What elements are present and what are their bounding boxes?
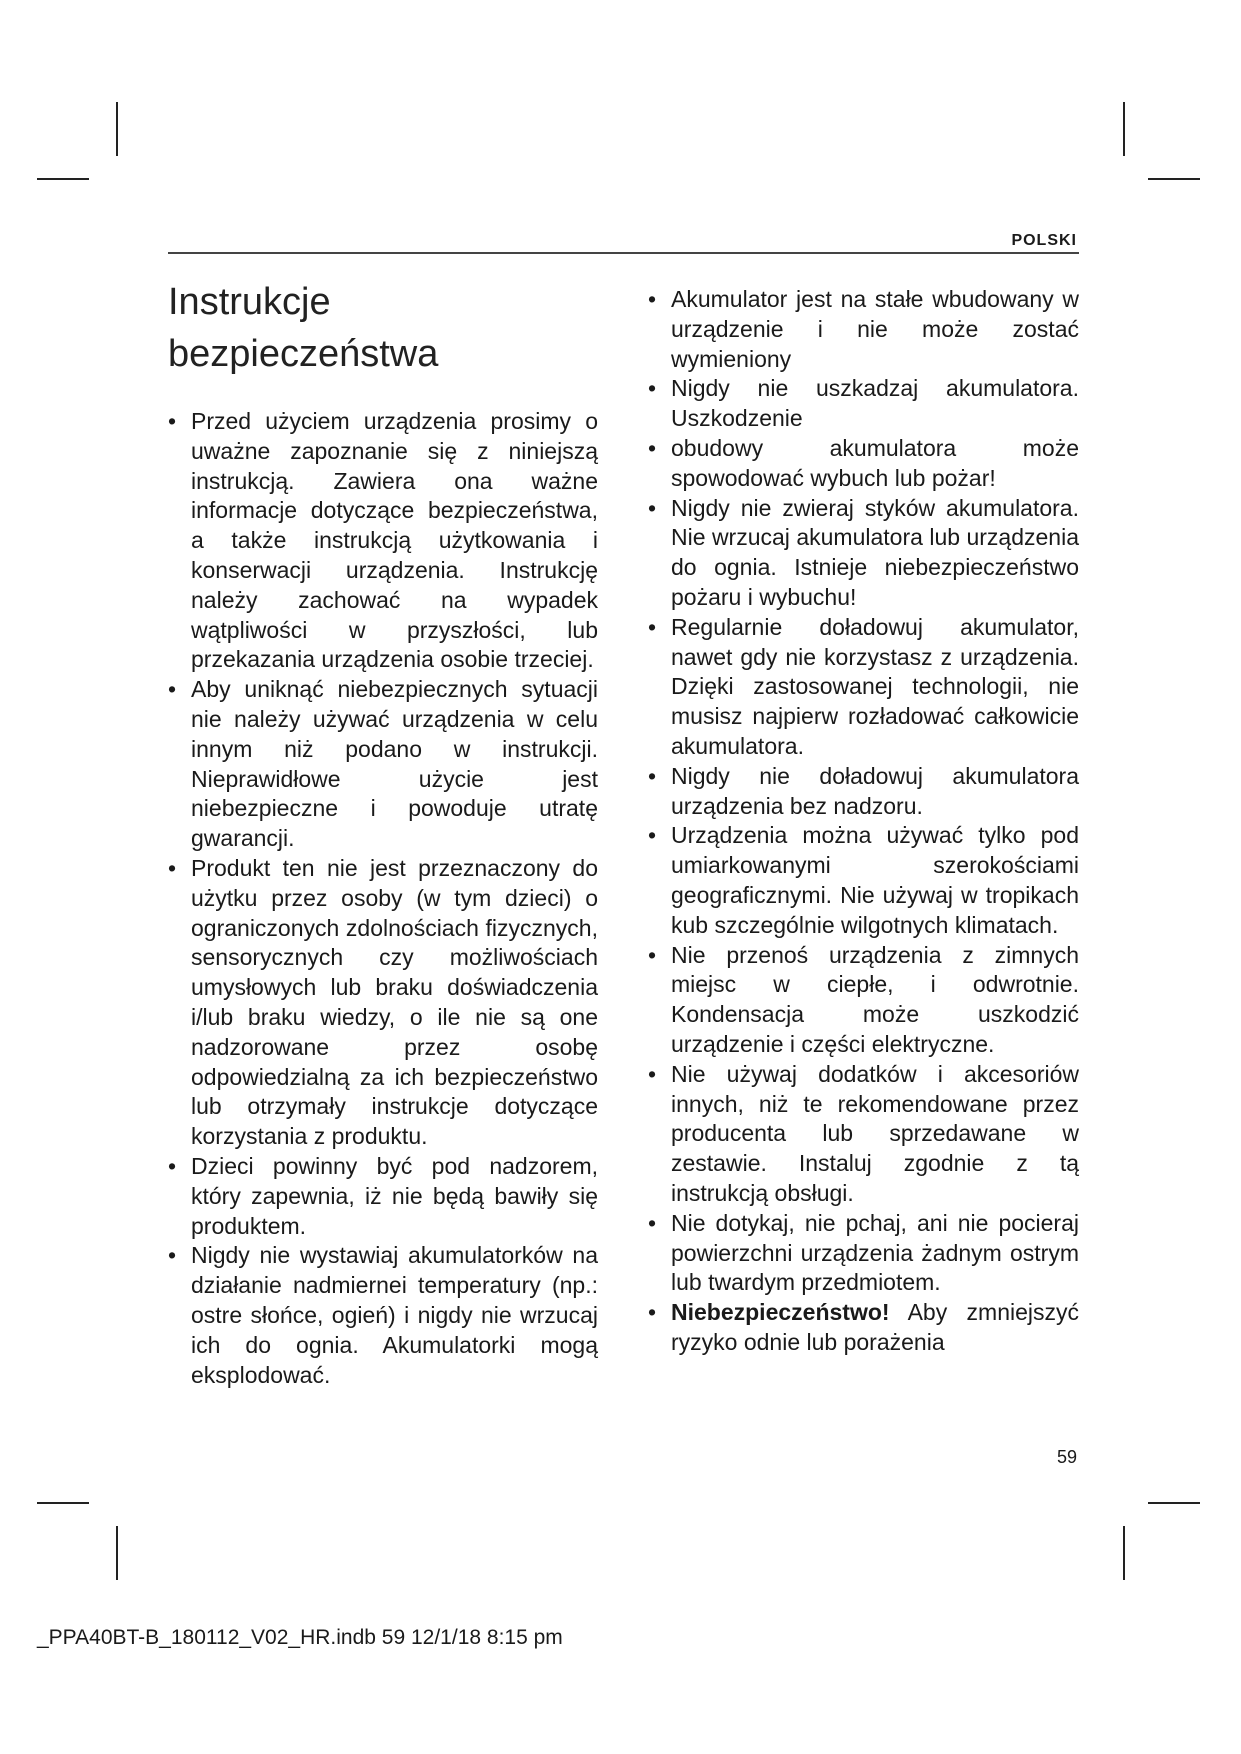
- list-item: [648, 434, 1079, 494]
- list-item-text: Nie przenoś urządzenia z zimnych miejsc w ciepłe, i odwrotnie. Kondensacja może uszkodzić urządzenie i części elektryczne.: [671, 941, 1079, 1057]
- bullet: •: [648, 494, 657, 521]
- bullet: •: [648, 1299, 657, 1326]
- list-item-text: Urządzenia można używać tylko pod umiarkowanymi szerokościami geograficznymi. Nie używaj w tropikach kub szczególnie wilgotnych klimatach.: [671, 822, 1079, 938]
- print-footer: _PPA40BT-B_180112_V02_HR.indb 59 12/1/18 8:15 pm: [37, 1626, 563, 1649]
- bullet: •: [168, 1242, 177, 1269]
- language-label: POLSKI: [1011, 232, 1077, 249]
- bullet: •: [168, 854, 177, 881]
- list-item: [168, 675, 598, 854]
- list-item: [648, 374, 1079, 434]
- list-item-text: Nigdy nie zwieraj styków akumulatora. Nie wrzucaj akumulatora lub urządzenia do ognia. Istnieje niebezpieczeństwo pożaru i wybuchu!: [671, 494, 1079, 610]
- list-item-warning: [648, 1298, 1079, 1358]
- page-number: 59: [1056, 1447, 1077, 1467]
- bullet: •: [168, 1152, 177, 1179]
- crop-mark: [1123, 1526, 1125, 1580]
- warning-text: Aby zmniejszyć ryzyko odnie lub porażenia: [671, 1299, 1079, 1355]
- bullet: •: [168, 676, 177, 703]
- crop-mark: [116, 102, 118, 156]
- bullet: •: [648, 822, 657, 849]
- list-item-text: Dzieci powinny być pod nadzorem, który zapewnia, iż nie będą bawiły się produktem.: [191, 1152, 598, 1239]
- list-item: [648, 494, 1079, 613]
- crop-mark: [1123, 102, 1125, 156]
- crop-mark: [1148, 178, 1200, 180]
- list-item-text: Akumulator jest na stałe wbudowany w urządzenie i nie może zostać wymieniony: [671, 286, 1079, 372]
- list-item: [648, 285, 1079, 374]
- title-line-2: bezpieczeństwa: [168, 333, 439, 375]
- list-item: [168, 854, 598, 1152]
- crop-mark: [1148, 1502, 1200, 1504]
- list-item: [168, 407, 598, 675]
- crop-mark: [116, 1526, 118, 1580]
- bullet: •: [648, 1060, 657, 1087]
- list-item: [168, 1152, 598, 1241]
- title-line-1: Instrukcje: [168, 281, 331, 323]
- warning-label: Niebezpieczeństwo!: [671, 1299, 890, 1326]
- bullet: •: [168, 408, 177, 434]
- list-item: [648, 613, 1079, 762]
- list-item: [648, 1060, 1079, 1209]
- right-column: [648, 285, 1079, 1358]
- bullet: •: [648, 286, 657, 312]
- crop-mark: [37, 1502, 89, 1504]
- list-item: [648, 1209, 1079, 1298]
- list-item: [168, 1241, 598, 1390]
- bullet: •: [648, 613, 657, 640]
- list-item-text: Aby uniknąć niebezpiecznych sytuacji nie należy używać urządzenia w celu innym niż podano w instrukcji. Nieprawidłowe użycie jest niebezpieczne i powoduje utratę gwarancji.: [191, 676, 598, 852]
- bullet: •: [648, 1209, 657, 1236]
- list-item-text: Nie dotykaj, nie pchaj, ani nie pocieraj powierzchni urządzenia żadnym ostrym lub twardym przedmiotem.: [671, 1209, 1079, 1296]
- list-item-text: Nigdy nie doładowuj akumulatora urządzenia bez nadzoru.: [671, 762, 1079, 819]
- bullet: •: [648, 762, 657, 789]
- list-item-text: Nigdy nie wystawiaj akumulatorków na działanie nadmiernei temperatury (np.: ostre słońce, ogień) i nigdy nie wrzucaj ich do ognia. Akumulatorki mogą eksplodować.: [191, 1242, 598, 1388]
- list-item-text: Nie używaj dodatków i akcesoriów innych, niż te rekomendowane przez producenta lub sprzedawane w zestawie. Instaluj zgodnie z tą instrukcją obsługi.: [671, 1060, 1079, 1206]
- list-item-text: Przed użyciem urządzenia prosimy o uważne zapoznanie się z niniejszą instrukcją. Zawiera ona ważne informacje dotyczące bezpieczeństwa, a także instrukcją użytkowania i konserwacji urządzenia. Instrukcję należy zachować na wypadek wątpliwości w przyszłości, lub przekazania urządzenia osobie trzeciej.: [191, 408, 598, 673]
- page-title: [168, 276, 438, 380]
- list-item-text: Nigdy nie uszkadzaj akumulatora. Uszkodzenie: [671, 375, 1079, 432]
- left-column: [168, 407, 598, 1390]
- list-item: [648, 821, 1079, 940]
- bullet: •: [648, 941, 657, 968]
- bullet: •: [648, 434, 657, 461]
- crop-mark: [37, 178, 89, 180]
- list-item: [648, 762, 1079, 822]
- list-item-text: obudowy akumulatora może spowodować wybuch lub pożar!: [671, 434, 1079, 491]
- list-item: [648, 941, 1079, 1060]
- list-item-text: Produkt ten nie jest przeznaczony do użytku przez osoby (w tym dzieci) o ograniczonych zdolnościach fizycznych, sensorycznych czy możliwościach umysłowych lub braku doświadczenia i/lub braku wiedzy, o ile nie są one nadzorowane przez osobę odpowiedzialną za ich bezpieczeństwo lub otrzymały instrukcje dotyczące korzystania z produktu.: [191, 854, 598, 1150]
- header-rule: [168, 252, 1079, 254]
- bullet: •: [648, 375, 657, 402]
- list-item-text: Regularnie doładowuj akumulator, nawet gdy nie korzystasz z urządzenia. Dzięki zastosowanej technologii, nie musisz najpierw rozładować całkowicie akumulatora.: [671, 613, 1079, 759]
